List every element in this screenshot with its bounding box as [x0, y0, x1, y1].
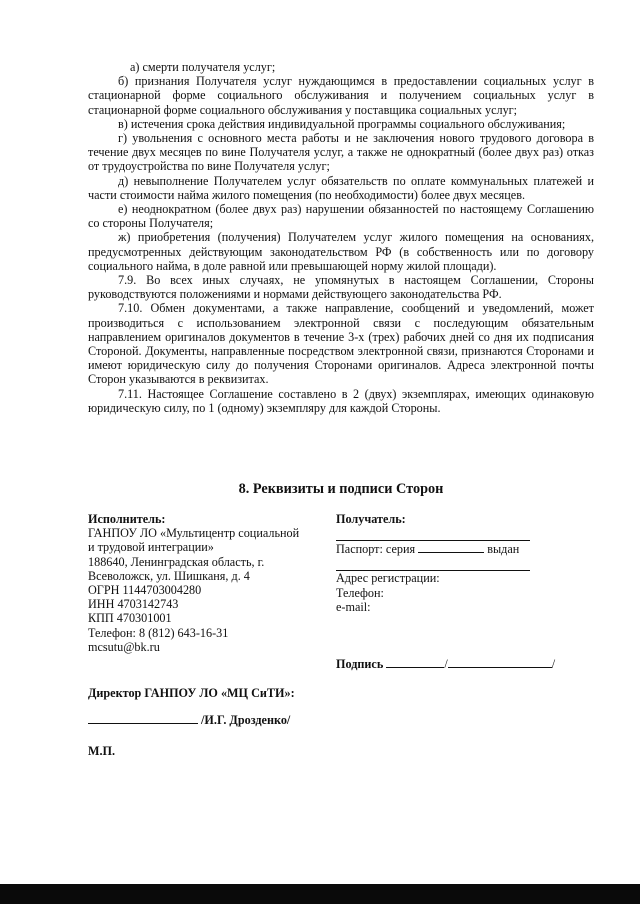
executor-line: Телефон: 8 (812) 643-16-31 [88, 625, 229, 640]
recipient-details [336, 512, 596, 671]
paragraph-7-11: 7.11. Настоящее Соглашение составлено в 2 (двух) экземплярах, имеющих одинаковую юридическую силу, по 1 (одному) экземпляру для каждой Стороны. [88, 386, 594, 415]
executor-line: и трудовой интеграции» [88, 540, 214, 555]
phone-label: Телефон: [336, 585, 384, 600]
executor-line: ИНН 4703142743 [88, 597, 179, 612]
address-label: Адрес регистрации: [336, 571, 440, 586]
executor-line: Всеволожск, ул. Шишканя, д. 4 [88, 568, 250, 583]
passport-label: Паспорт: серия [336, 542, 416, 557]
director-signature-line [88, 712, 198, 724]
stamp-place-label: М.П. [88, 744, 116, 758]
clause-d: д) невыполнение Получателем услуг обязательств по оплате коммунальных платежей и части стоимости найма жилого помещения (по необходимости) более двух месяцев. [88, 173, 594, 202]
recipient-name-line [336, 526, 530, 541]
clause-b: б) признания Получателя услуг нуждающимся в предоставлении социальных услуг в стационарной форме социального обслуживания и получением социальных услуг в стационарной форме социального обслуживания у поставщика социальных услуг; [88, 74, 594, 117]
executor-heading: Исполнитель: [88, 512, 166, 526]
passport-issued-label: выдан [487, 542, 520, 557]
executor-details [88, 512, 328, 654]
executor-line: ОГРН 1144703004280 [88, 583, 202, 598]
termination-clauses [88, 60, 594, 415]
paragraph-7-9: 7.9. Во всех иных случаях, не упомянутых в настоящем Соглашении, Стороны руководствуются положениями и нормами действующего законодательства РФ. [88, 273, 594, 302]
email-label: e-mail: [336, 599, 371, 614]
section-8-title: 8. Реквизиты и подписи Сторон [238, 481, 444, 497]
clause-v: в) истечения срока действия индивидуальной программы социального обслуживания; [118, 116, 566, 131]
signature-name-line [448, 656, 552, 668]
executor-line: КПП 470301001 [88, 611, 172, 626]
executor-line: 188640, Ленинградская область, г. [88, 554, 265, 569]
recipient-heading: Получатель: [336, 512, 406, 526]
scan-bottom-edge [0, 884, 640, 904]
director-signature-row [88, 712, 290, 727]
executor-email: mcsutu@bk.ru [88, 639, 160, 654]
paragraph-7-10: 7.10. Обмен документами, а также направление, сообщений и уведомлений, может производиться с использованием электронной связи с последующим обязательным направлением оригиналов документов в течение 3-х (трех) рабочих дней со дня их подписания Стороной. Документы, направленные посредством электронной связи, признаются Сторонами и имеют юридическую силу до получения Сторонами оригиналов. Адреса электронной почты Сторон указываются в реквизитах. [88, 301, 594, 387]
director-name: /И.Г. Дрозденко/ [201, 713, 291, 727]
signature-label: Подпись [336, 657, 384, 672]
passport-row [336, 541, 596, 556]
recipient-spacer [336, 614, 596, 656]
signature-slash-end: / [551, 657, 556, 672]
clause-zh: ж) приобретения (получения) Получателем услуг жилого помещения на основаниях, предусмотренных действующим законодательством РФ (в собственность или по договору социального найма, в доле равной или превышающей норму жилой площади). [88, 230, 594, 273]
clause-g: г) увольнения с основного места работы и не заключения нового трудового договора в течение двух месяцев по вине Получателя услуг, а также не однократный (более двух раз) отказ от трудоустройства по вине Получателя услуг; [88, 131, 594, 174]
executor-line: ГАНПОУ ЛО «Мультицентр социальной [88, 526, 300, 541]
clause-e: е) неоднократном (более двух раз) нарушении обязанностей по настоящему Соглашению со стороны Получателя; [88, 202, 594, 231]
director-title: Директор ГАНПОУ ЛО «МЦ СиТИ»: [88, 686, 295, 700]
passport-issued-line [336, 556, 530, 571]
signature-line [386, 656, 444, 668]
clause-a: а) смерти получателя услуг; [130, 60, 276, 74]
recipient-signature-row [336, 656, 596, 671]
passport-series-line [418, 541, 484, 553]
signature-slash: / [444, 657, 448, 672]
